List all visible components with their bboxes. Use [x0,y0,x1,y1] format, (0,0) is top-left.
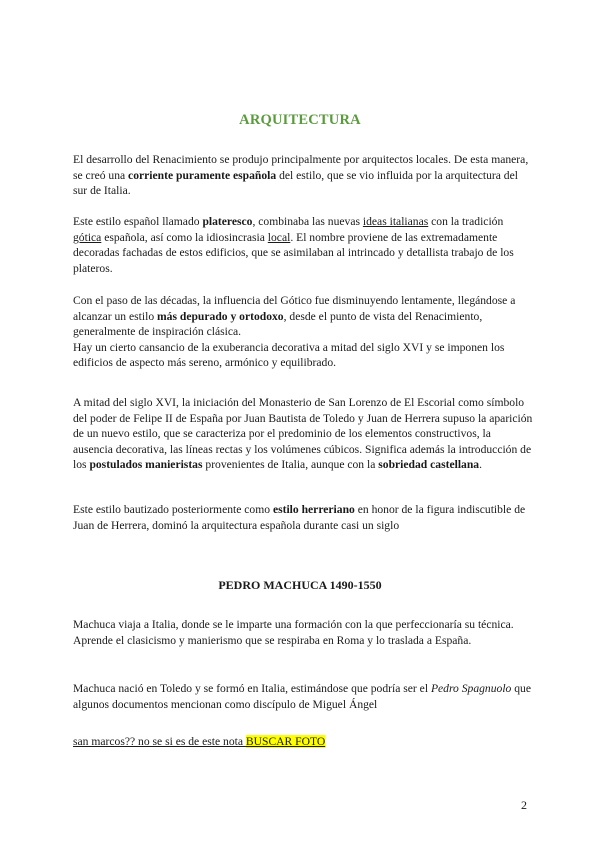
link-local[interactable]: local [267,230,291,244]
note-text: san marcos?? no se si es de este nota [73,735,246,748]
text-run: española, así como la idiosincrasia [101,230,268,244]
bold-text: estilo herreriano [272,503,355,516]
text-run: . El nombre proviene de las extremadamente decoradas fachadas de estos edificios, que se asimilaban al intrincado y detallista trabajo de los plateros. [73,230,514,275]
text-run: Machuca viaja a Italia, donde se le imparte una formación con la que perfeccionaría su técnica. Aprende el clasicismo y manierismo que se respiraba en Roma y lo traslada a España. [73,618,514,647]
bold-text: más depurado y ortodoxo [157,309,284,323]
text-run: que algunos documentos mencionan como discípulo de Miguel Ángel [73,682,531,711]
editor-note [73,734,533,750]
page-number: 2 [521,798,527,812]
text-run: Este estilo bautizado posteriormente como [73,503,273,516]
paragraph-machuca-toledo [73,681,533,712]
section-heading: PEDRO MACHUCA 1490-1550 [218,578,382,592]
text-run: Con el paso de las décadas, la influencia del Gótico fue disminuyendo lentamente, llegándose a alcanzar un estilo [73,294,516,323]
text-run: provenientes de Italia, aunque con la [202,458,379,472]
text-run: , combinaba las nuevas [252,215,363,228]
link-gotica[interactable]: gótica [73,230,102,244]
text-run: con la tradición [428,215,504,228]
bold-text: plateresco [202,215,253,228]
text-run: El desarrollo del Renacimiento se produjo principalmente por arquitectos locales. De esta manera, se creó una [73,153,529,182]
text-run: A mitad del siglo XVI, la iniciación del Monasterio de San Lorenzo de El Escorial como símbolo del poder de Felipe II de España por Juan Bautista de Toledo y Juan de Herrera supuso la aparición de un nuevo estilo, que se caracteriza por el predominio de los elementos constructivos, la ausencia decorativa, las líneas rectas y los volúmenes cúbicos. Significa además la introducción de los [73,396,533,472]
highlighted-note: BUSCAR FOTO [245,735,326,748]
text-run: . [479,458,482,472]
page-title: ARQUITECTURA [239,112,361,128]
bold-text: corriente puramente española [128,168,277,182]
paragraph-intro [73,152,533,199]
text-run: del estilo, que se vio influida por la arquitectura del sur de Italia. [73,168,518,198]
text-run: , desde el punto de vista del Renacimiento, generalmente de inspiración clásica. [73,309,483,339]
paragraph-herreriano [73,502,533,533]
text-run: en honor de la figura indiscutible de Juan de Herrera, dominó la arquitectura española durante casi un siglo [73,503,526,532]
bold-text: sobriedad castellana [378,458,480,472]
text-run: Este estilo español llamado [73,215,203,228]
link-ideas-italianas[interactable]: ideas italianas [362,215,429,228]
paragraph-decadas [73,293,533,371]
bold-text: postulados manieristas [89,458,203,472]
text-run: Hay un cierto cansancio de la exuberancia decorativa a mitad del siglo XVI y se imponen los edificios de aspecto más sereno, armónico y equilibrado. [73,340,505,370]
paragraph-escorial [73,395,533,473]
italic-text: Pedro Spagnuolo [430,682,512,695]
text-run: Machuca nació en Toledo y se formó en Italia, estimándose que podría ser el [73,682,431,695]
paragraph-plateresco [73,214,533,276]
paragraph-machuca-italia [73,617,533,648]
